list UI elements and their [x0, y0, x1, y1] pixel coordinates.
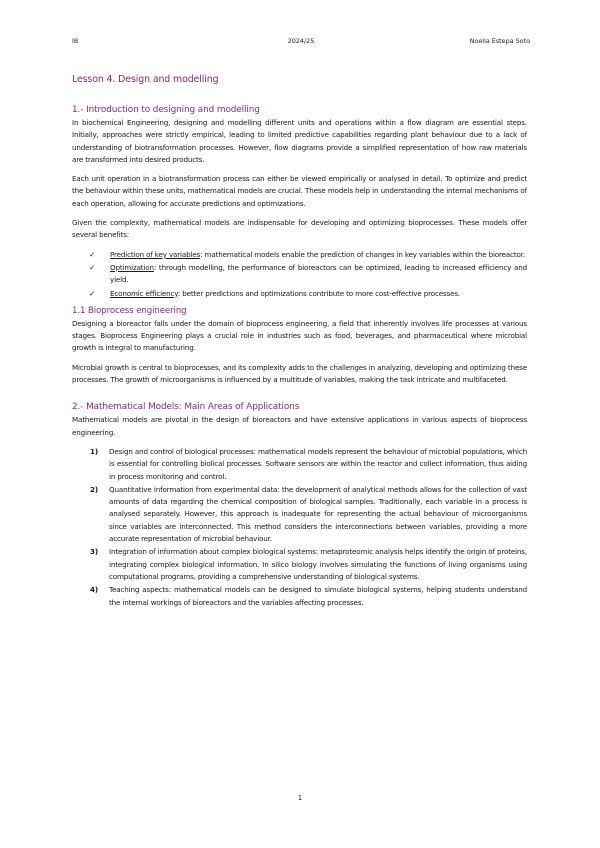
section-2-heading: 2.- Mathematical Models: Main Areas of Applications [72, 402, 300, 413]
item-number: 3) [90, 547, 98, 557]
applications-list [72, 446, 527, 609]
item-number: 1) [90, 446, 98, 456]
section-1-paragraph-1: In biochemical Engineering, designing and modelling different units and operations within a flow diagram are essential steps. Initially, approaches were strictly empirical, leading to limited predictive capabilities regarding plant behaviour due to a lack of understanding of biotransformation processes. However, flow diagrams provide a simplified representation of how raw materials are transformed into desired products. [72, 118, 527, 164]
benefit-text: : mathematical models enable the prediction of changes in key variables within the bioreactor. [200, 249, 525, 259]
benefit-text: : through modelling, the performance of bioreactors can be optimized, leading to increased efficiency and yield. [110, 262, 527, 285]
benefit-item [72, 288, 527, 300]
item-number: 2) [90, 484, 98, 494]
application-item [72, 584, 527, 609]
subsection-1-1-paragraph-2: Microbial growth is central to bioprocesses, and its complexity adds to the challenges in analyzing, developing and optimizing these processes. The growth of microorganisms is influenced by a multitude of variables, making the task intricate and multifaceted. [72, 362, 527, 385]
benefit-term: Optimization [110, 262, 154, 272]
application-item [72, 446, 527, 483]
benefit-item [72, 249, 527, 261]
application-item [72, 484, 527, 545]
checkmark-icon: ✓ [89, 249, 96, 259]
application-text: Teaching aspects: mathematical models can be designed to simulate biological systems, helping students understand the internal workings of bioreactors and the variables affecting processes. [109, 585, 527, 607]
section-1-paragraph-3: Given the complexity, mathematical models are indispensable for developing and optimizing bioprocesses. These models offer several benefits: [72, 218, 527, 240]
subsection-1-1-heading: 1.1 Bioprocess engineering [72, 305, 187, 316]
benefit-item [72, 262, 527, 287]
header-course: IB [72, 37, 79, 45]
checkmark-icon: ✓ [89, 262, 96, 272]
benefit-text: : better predictions and optimizations contribute to more cost-effective processes. [177, 288, 461, 298]
benefit-term: Prediction of key variables [110, 249, 201, 259]
application-text: Quantitative information from experimental data: the development of analytical methods allows for the collection of vast amounts of data regarding the chemical composition of biological samples. Traditionally, each variable in a process is analysed separately. However, this approach is inadequate for representing the actual behaviour of microorganisms since variables are interconnected. This method considers the interconnections between variables, providing a more accurate representation of microbial behaviour. [109, 484, 527, 544]
section-1-paragraph-2: Each unit operation in a biotransformation process can either be viewed empirically or analysed in detail. To optimize and predict the behaviour within these units, mathematical models are crucial. These models help in understanding the internal mechanisms of each operation, allowing for accurate predictions and optimizations. [72, 174, 527, 208]
application-item [72, 546, 527, 583]
lesson-title: Lesson 4. Design and modelling [72, 74, 219, 85]
subsection-1-1-paragraph-1: Designing a bioreactor falls under the domain of bioprocess engineering, a field that inherently involves life processes at various stages. Bioprocess Engineering plays a crucial role in industries such as food, beverages, and pharmaceutical where microbial growth is integral to manufacturing. [72, 318, 527, 353]
item-number: 4) [90, 585, 98, 595]
application-text: Integration of information about complex biological systems: metaproteomic analysis helps identify the origin of proteins, integrating complex biological information. In silico biology involves simulating the functions of living organisms using computational programs, providing a comprehensive understanding of biological systems. [109, 547, 527, 581]
benefits-list [72, 249, 527, 300]
page-number: 1 [297, 794, 303, 802]
benefit-term: Economic efficiency [110, 288, 178, 298]
header-author: Noelia Estepa Soto [469, 37, 530, 45]
section-spacer [72, 393, 527, 402]
application-text: Design and control of biological processes: mathematical models represent the behaviour of microbial populations, which is essential for controlling biolical processes. Software sensors are within the reactor and collect information, thus aiding in process monitoring and control. [109, 446, 527, 481]
document-body [72, 74, 527, 615]
checkmark-icon: ✓ [89, 288, 96, 298]
header-year: 2024/25 [287, 37, 315, 45]
page-header [72, 37, 530, 49]
section-1-heading: 1.- Introduction to designing and modelling [72, 105, 260, 115]
section-2-intro: Mathematical models are pivotal in the design of bioreactors and have extensive applications in various aspects of bioprocess engineering. [72, 415, 527, 437]
